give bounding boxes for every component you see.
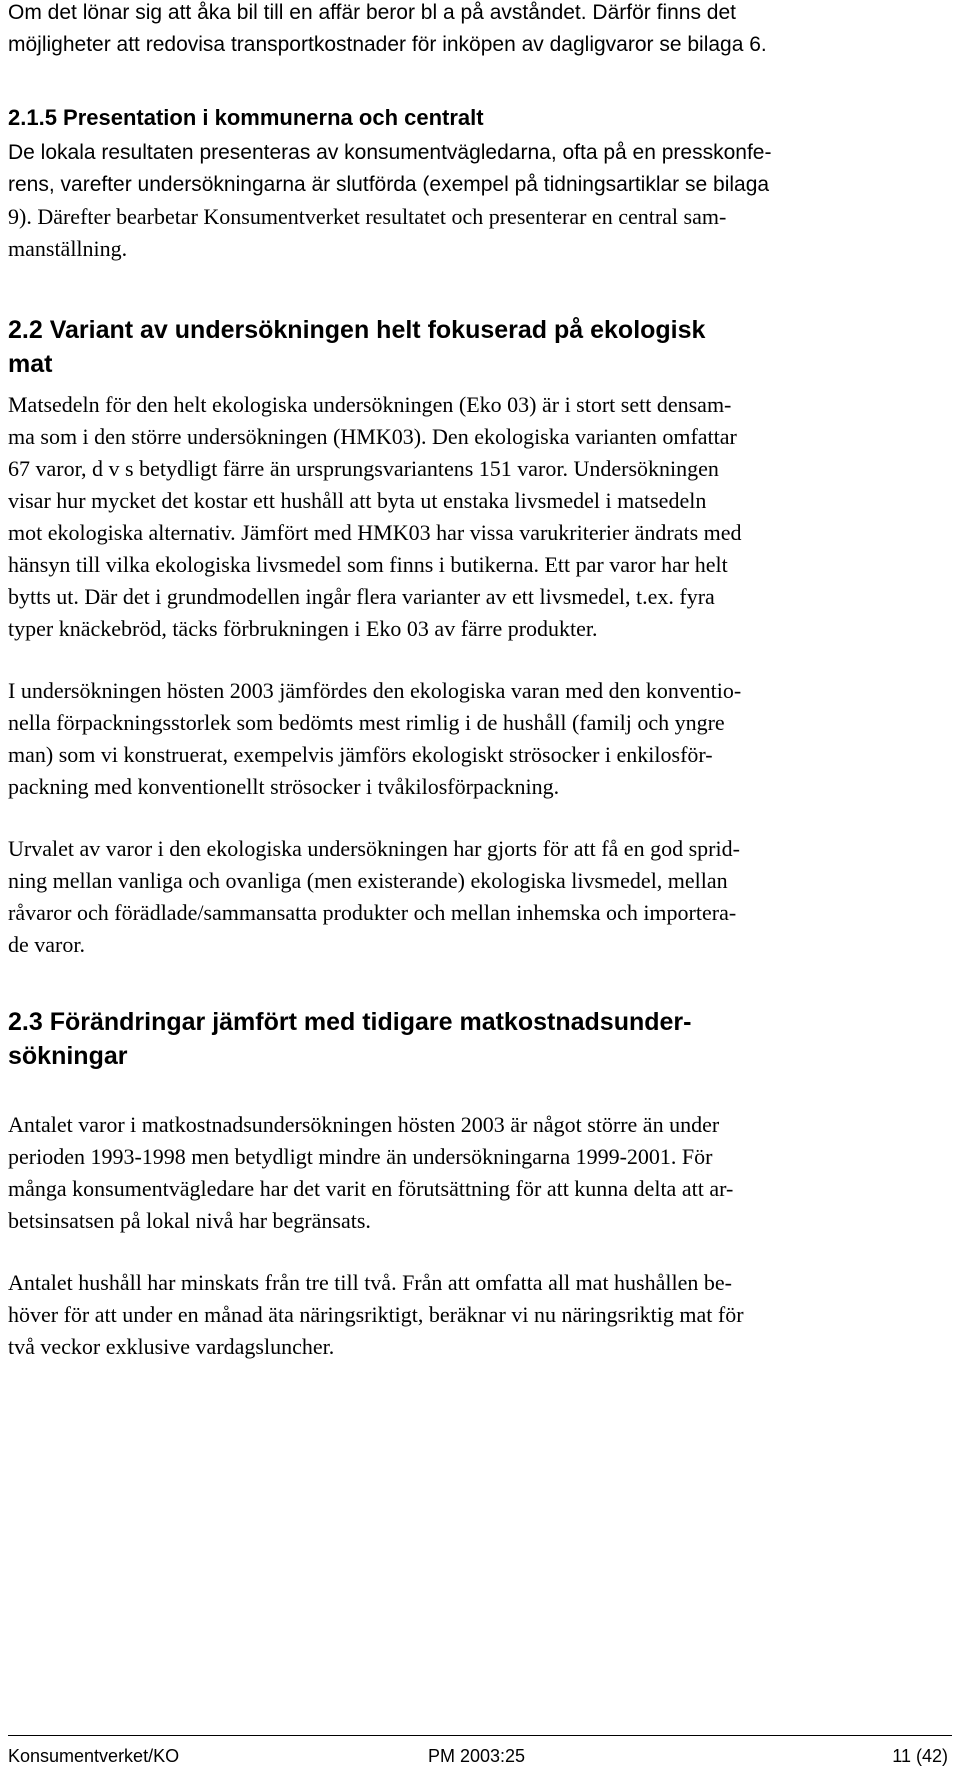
body-line: 67 varor, d v s betydligt färre än ursprungsvariantens 151 varor. Undersökningen [8, 456, 719, 481]
body-line: manställning. [8, 236, 128, 261]
body-line: rens, varefter undersökningarna är slutförda (exempel på tidningsartiklar se bilaga [8, 173, 770, 196]
body-line: hänsyn till vilka ekologiska livsmedel som finns i butikerna. Ett par varor har helt [8, 552, 728, 577]
body-line: betsinsatsen på lokal nivå har begränsats. [8, 1208, 371, 1233]
body-line: Urvalet av varor i den ekologiska undersökningen har gjorts för att få en god sprid- [8, 836, 740, 861]
section-heading: sökningar [8, 1042, 128, 1070]
body-line: typer knäckebröd, täcks förbrukningen i Eko 03 av färre produkter. [8, 616, 598, 641]
section-heading: 2.2 Variant av undersökningen helt fokuserad på ekologisk [8, 316, 706, 344]
body-line: nella förpackningsstorlek som bedömts mest rimlig i de hushåll (familj och yngre [8, 710, 725, 735]
body-line: De lokala resultaten presenteras av konsumentvägledarna, ofta på en presskonfe- [8, 141, 772, 164]
body-line: I undersökningen hösten 2003 jämfördes den ekologiska varan med den konventio- [8, 678, 742, 703]
body-line: packning med konventionellt strösocker i tvåkilosförpackning. [8, 774, 560, 799]
body-line: Matsedeln för den helt ekologiska undersökningen (Eko 03) är i stort sett densam- [8, 392, 732, 417]
body-line: Antalet varor i matkostnadsundersökningen hösten 2003 är något större än under [8, 1112, 720, 1137]
footer-page-number: 11 (42) [892, 1746, 948, 1766]
body-line: 9). Därefter bearbetar Konsumentverket resultatet och presenterar en central sam- [8, 204, 727, 229]
footer-divider [8, 1735, 952, 1736]
document-page [8, 0, 952, 1780]
body-line: höver för att under en månad äta näringsriktigt, beräknar vi nu näringsriktig mat för [8, 1302, 744, 1327]
intro-line: möjligheter att redovisa transportkostnader för inköpen av dagligvaror se bilaga 6. [8, 33, 767, 56]
footer-document-id: PM 2003:25 [428, 1746, 526, 1766]
body-line: två veckor exklusive vardagsluncher. [8, 1334, 335, 1359]
body-line: visar hur mycket det kostar ett hushåll att byta ut enstaka livsmedel i matsedeln [8, 488, 707, 513]
section-heading: 2.3 Förändringar jämfört med tidigare matkostnadsunder- [8, 1008, 692, 1036]
body-line: ma som i den större undersökningen (HMK03). Den ekologiska varianten omfattar [8, 424, 737, 449]
body-line: många konsumentvägledare har det varit en förutsättning för att kunna delta att ar- [8, 1176, 734, 1201]
body-line: bytts ut. Där det i grundmodellen ingår flera varianter av ett livsmedel, t.ex. fyra [8, 584, 715, 609]
body-line: ning mellan vanliga och ovanliga (men existerande) ekologiska livsmedel, mellan [8, 868, 728, 893]
body-line: perioden 1993-1998 men betydligt mindre än undersökningarna 1999-2001. För [8, 1144, 713, 1169]
body-line: mot ekologiska alternativ. Jämfört med HMK03 har vissa varukriterier ändrats med [8, 520, 742, 545]
body-line: Antalet hushåll har minskats från tre till två. Från att omfatta all mat hushållen be- [8, 1270, 732, 1295]
intro-line: Om det lönar sig att åka bil till en affär beror bl a på avståndet. Därför finns det [8, 1, 736, 24]
body-line: de varor. [8, 932, 85, 957]
footer-publisher: Konsumentverket/KO [8, 1746, 180, 1766]
section-heading: 2.1.5 Presentation i kommunerna och centralt [8, 105, 484, 130]
body-line: man) som vi konstruerat, exempelvis jämförs ekologiskt strösocker i enkilosför- [8, 742, 713, 767]
section-heading: mat [8, 350, 53, 378]
body-line: råvaror och förädlade/sammansatta produkter och mellan inhemska och importera- [8, 900, 737, 925]
